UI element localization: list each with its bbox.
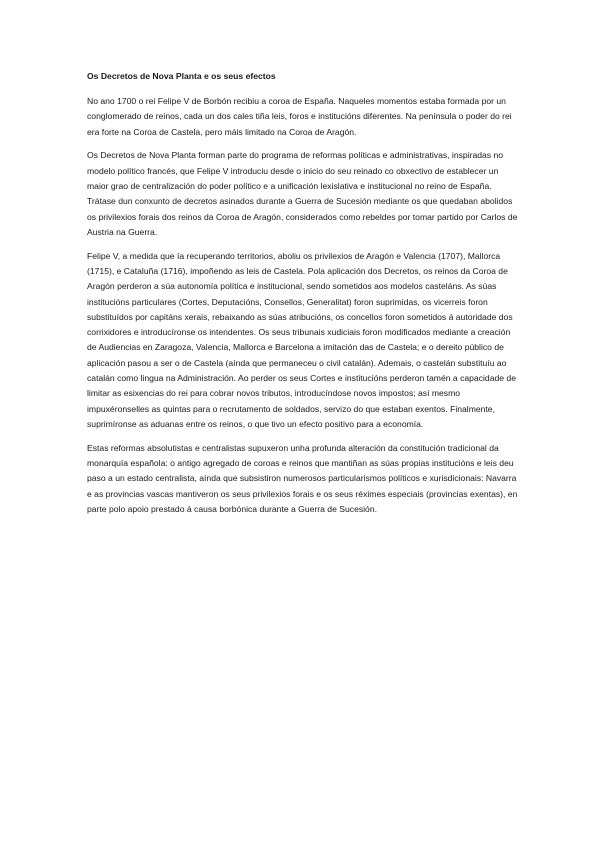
- paragraph-2: Os Decretos de Nova Planta forman parte do programa de reformas políticas e administrativas, inspiradas no modelo político francés, que Felipe V introduciu desde o inicio do seu reinado co obxectivo de establecer un maior grao de centralización do poder político e a unificación lexislativa e institucional no reino de España. Trátase dun conxunto de decretos asinados durante a Guerra de Sucesión mediante os que quedaban abolidos os privilexios forais dos reinos da Coroa de Aragón, considerados como rebeldes por tomar partido por Carlos de Austria na Guerra.: [87, 150, 518, 237]
- paragraph-3: Felipe V, a medida que ía recuperando territorios, aboliu os privilexios de Aragón e Valencia (1707), Mallorca (1715), e Cataluña (1716), impoñendo as leis de Castela. Pola aplicación dos Decretos, os reinos da Coroa de Aragón perderon a súa autonomía política e institucional, sendo sometidos aos modelos casteláns. As súas institucións particulares (Cortes, Deputacións, Consellos, Generalitat) foron suprimidas, os vicerreis foron substituídos por capitáns xerais, rebaixando as súas atribucións, os concellos foron sometidos á autoridade dos corrixidores e introducíronse os intendentes. Os seus tribunais xudiciais foron modificados mediante a creación de Audiencias en Zaragoza, Valencia, Mallorca e Barcelona a imitación das de Castela; e o dereito público de aplicación pasou a ser o de Castela (aínda que permaneceu o civil catalán). Ademais, o castelán substituíu ao catalán como lingua na Administración. Ao perder os seus Cortes e institucións perderon tamén a capacidade de limitar as esixencias do rei para cobrar novos tributos, introducíndose novos impostos; así mesmo impuxéronselles as quintas para o recrutamento de soldados, servizo do que estaban exentos. Finalmente, suprimíronse as aduanas entre os reinos, o que tivo un efecto positivo para a economía.: [87, 250, 516, 429]
- document-page: [87, 70, 519, 526]
- paragraph-4: Estas reformas absolutistas e centralistas supuxeron unha profunda alteración da constitución tradicional da monarquía española: o antigo agregado de coroas e reinos que mantiñan as súas propias institucións e leis deu paso a un estado centralista, aínda que subsistiron numerosos particularismos políticos e xurisdicionais: Navarra e as provincias vascas mantiveron os seus privilexios forais e os seus réximes especiais (provincias exentas), en parte polo apoio prestado á causa borbónica durante a Guerra de Sucesión.: [87, 442, 518, 514]
- paragraph-1: No ano 1700 o rei Felipe V de Borbón recibiu a coroa de España. Naqueles momentos estaba formada por un conglomerado de reinos, cada un dos cales tiña leis, foros e institucións diferentes. Na península o poder do rei era forte na Coroa de Castela, pero máis limitado na Coroa de Aragón.: [87, 96, 512, 137]
- document-title: Os Decretos de Nova Planta e os seus efectos: [87, 71, 276, 81]
